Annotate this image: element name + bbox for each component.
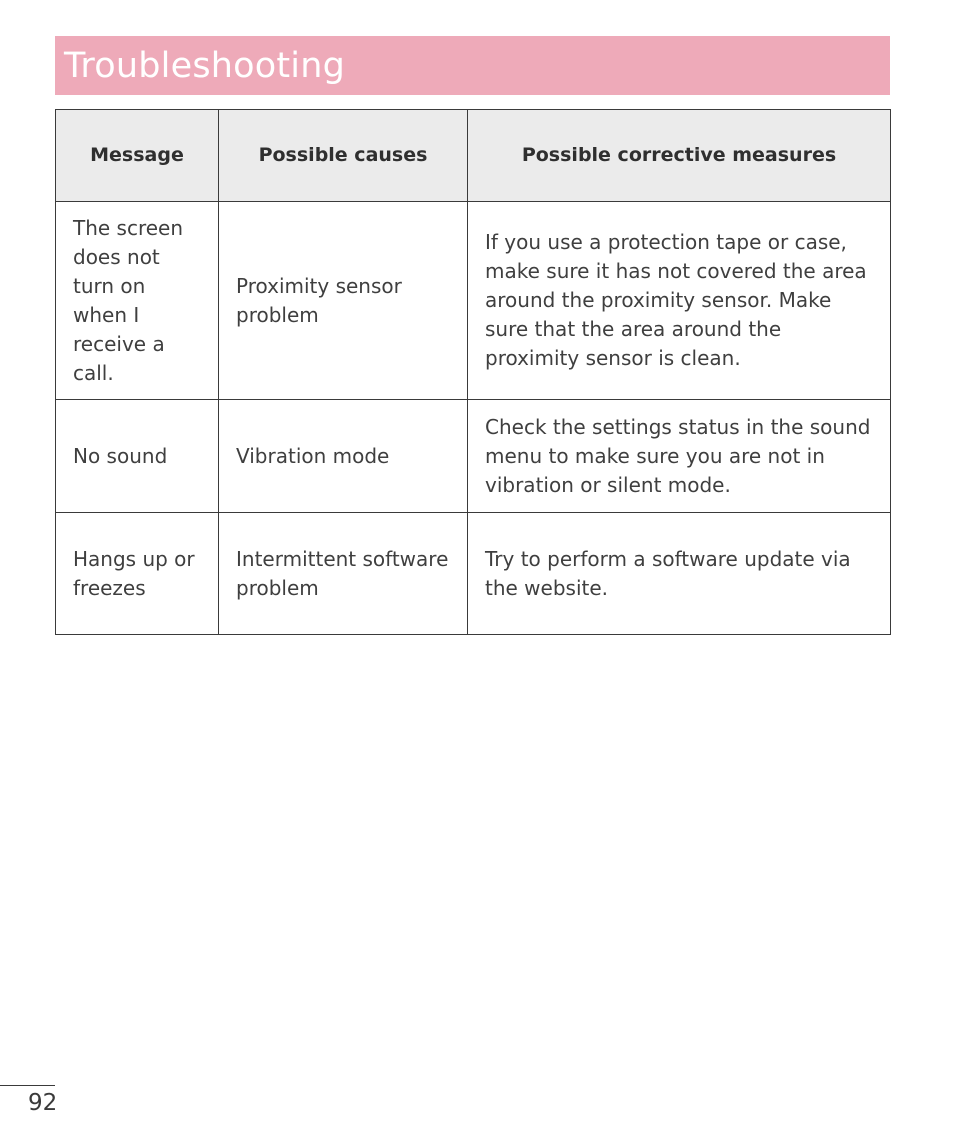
table-row bbox=[56, 400, 891, 513]
cell-message: The screen does not turn on when I receive a call. bbox=[56, 202, 219, 400]
cell-cause: Intermittent software problem bbox=[219, 513, 468, 635]
section-title-bar bbox=[55, 36, 890, 95]
table-row bbox=[56, 202, 891, 400]
cell-measure: If you use a protection tape or case, make sure it has not covered the area around the proximity sensor. Make sure that the area around the proximity sensor is clean. bbox=[468, 202, 891, 400]
cell-cause: Vibration mode bbox=[219, 400, 468, 513]
cell-message: Hangs up or freezes bbox=[56, 513, 219, 635]
cell-cause: Proximity sensor problem bbox=[219, 202, 468, 400]
column-header-possible-causes: Possible causes bbox=[219, 110, 468, 202]
table-header-row bbox=[56, 110, 891, 202]
page-number-rule bbox=[0, 1085, 55, 1086]
column-header-message: Message bbox=[56, 110, 219, 202]
column-header-corrective-measures: Possible corrective measures bbox=[468, 110, 891, 202]
page-number: 92 bbox=[28, 1090, 58, 1116]
cell-message: No sound bbox=[56, 400, 219, 513]
cell-measure: Try to perform a software update via the website. bbox=[468, 513, 891, 635]
cell-measure: Check the settings status in the sound menu to make sure you are not in vibration or silent mode. bbox=[468, 400, 891, 513]
page-title: Troubleshooting bbox=[64, 45, 346, 86]
troubleshooting-table bbox=[55, 109, 891, 635]
table-row bbox=[56, 513, 891, 635]
